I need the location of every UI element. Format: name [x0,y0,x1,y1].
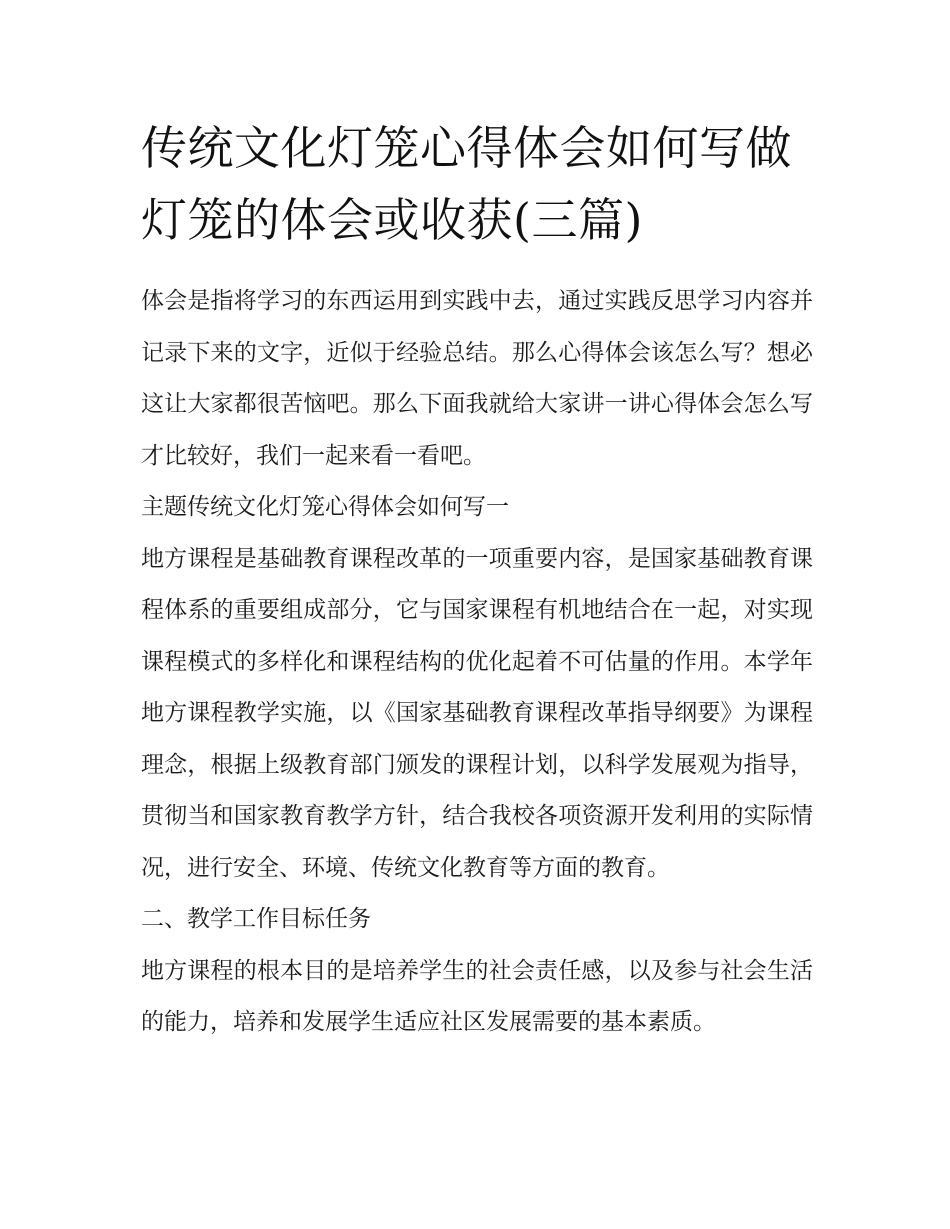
section-2-heading: 二、教学工作目标任务 [141,906,371,932]
document-content [141,112,813,1049]
intro-paragraph: 体会是指将学习的东西运用到实践中去，通过实践反思学习内容并记录下来的文字，近似于经验总结。那么心得体会该怎么写？想必这让大家都很苦恼吧。那么下面我就给大家讲一讲心得体会怎么写才比较好，我们一起来看一看吧。 [141,288,813,469]
section-2-paragraph: 地方课程的根本目的是培养学生的社会责任感，以及参与社会生活的能力，培养和发展学生适应社区发展需要的基本素质。 [141,957,813,1035]
document-title: 传统文化灯笼心得体会如何写做灯笼的体会或收获(三篇) [141,121,792,247]
section-1-heading: 主题传统文化灯笼心得体会如何写一 [141,494,509,520]
section-1-paragraph: 地方课程是基础教育课程改革的一项重要内容，是国家基础教育课程体系的重要组成部分，它与国家课程有机地结合在一起，对实现课程模式的多样化和课程结构的优化起着不可估量的作用。本学年地方课程教学实施，以《国家基础教育课程改革指导纲要》为课程理念，根据上级教育部门颁发的课程计划，以科学发展观为指导，贯彻当和国家教育教学方针，结合我校各项资源开发利用的实际情况，进行安全、环境、传统文化教育等方面的教育。 [141,545,813,881]
